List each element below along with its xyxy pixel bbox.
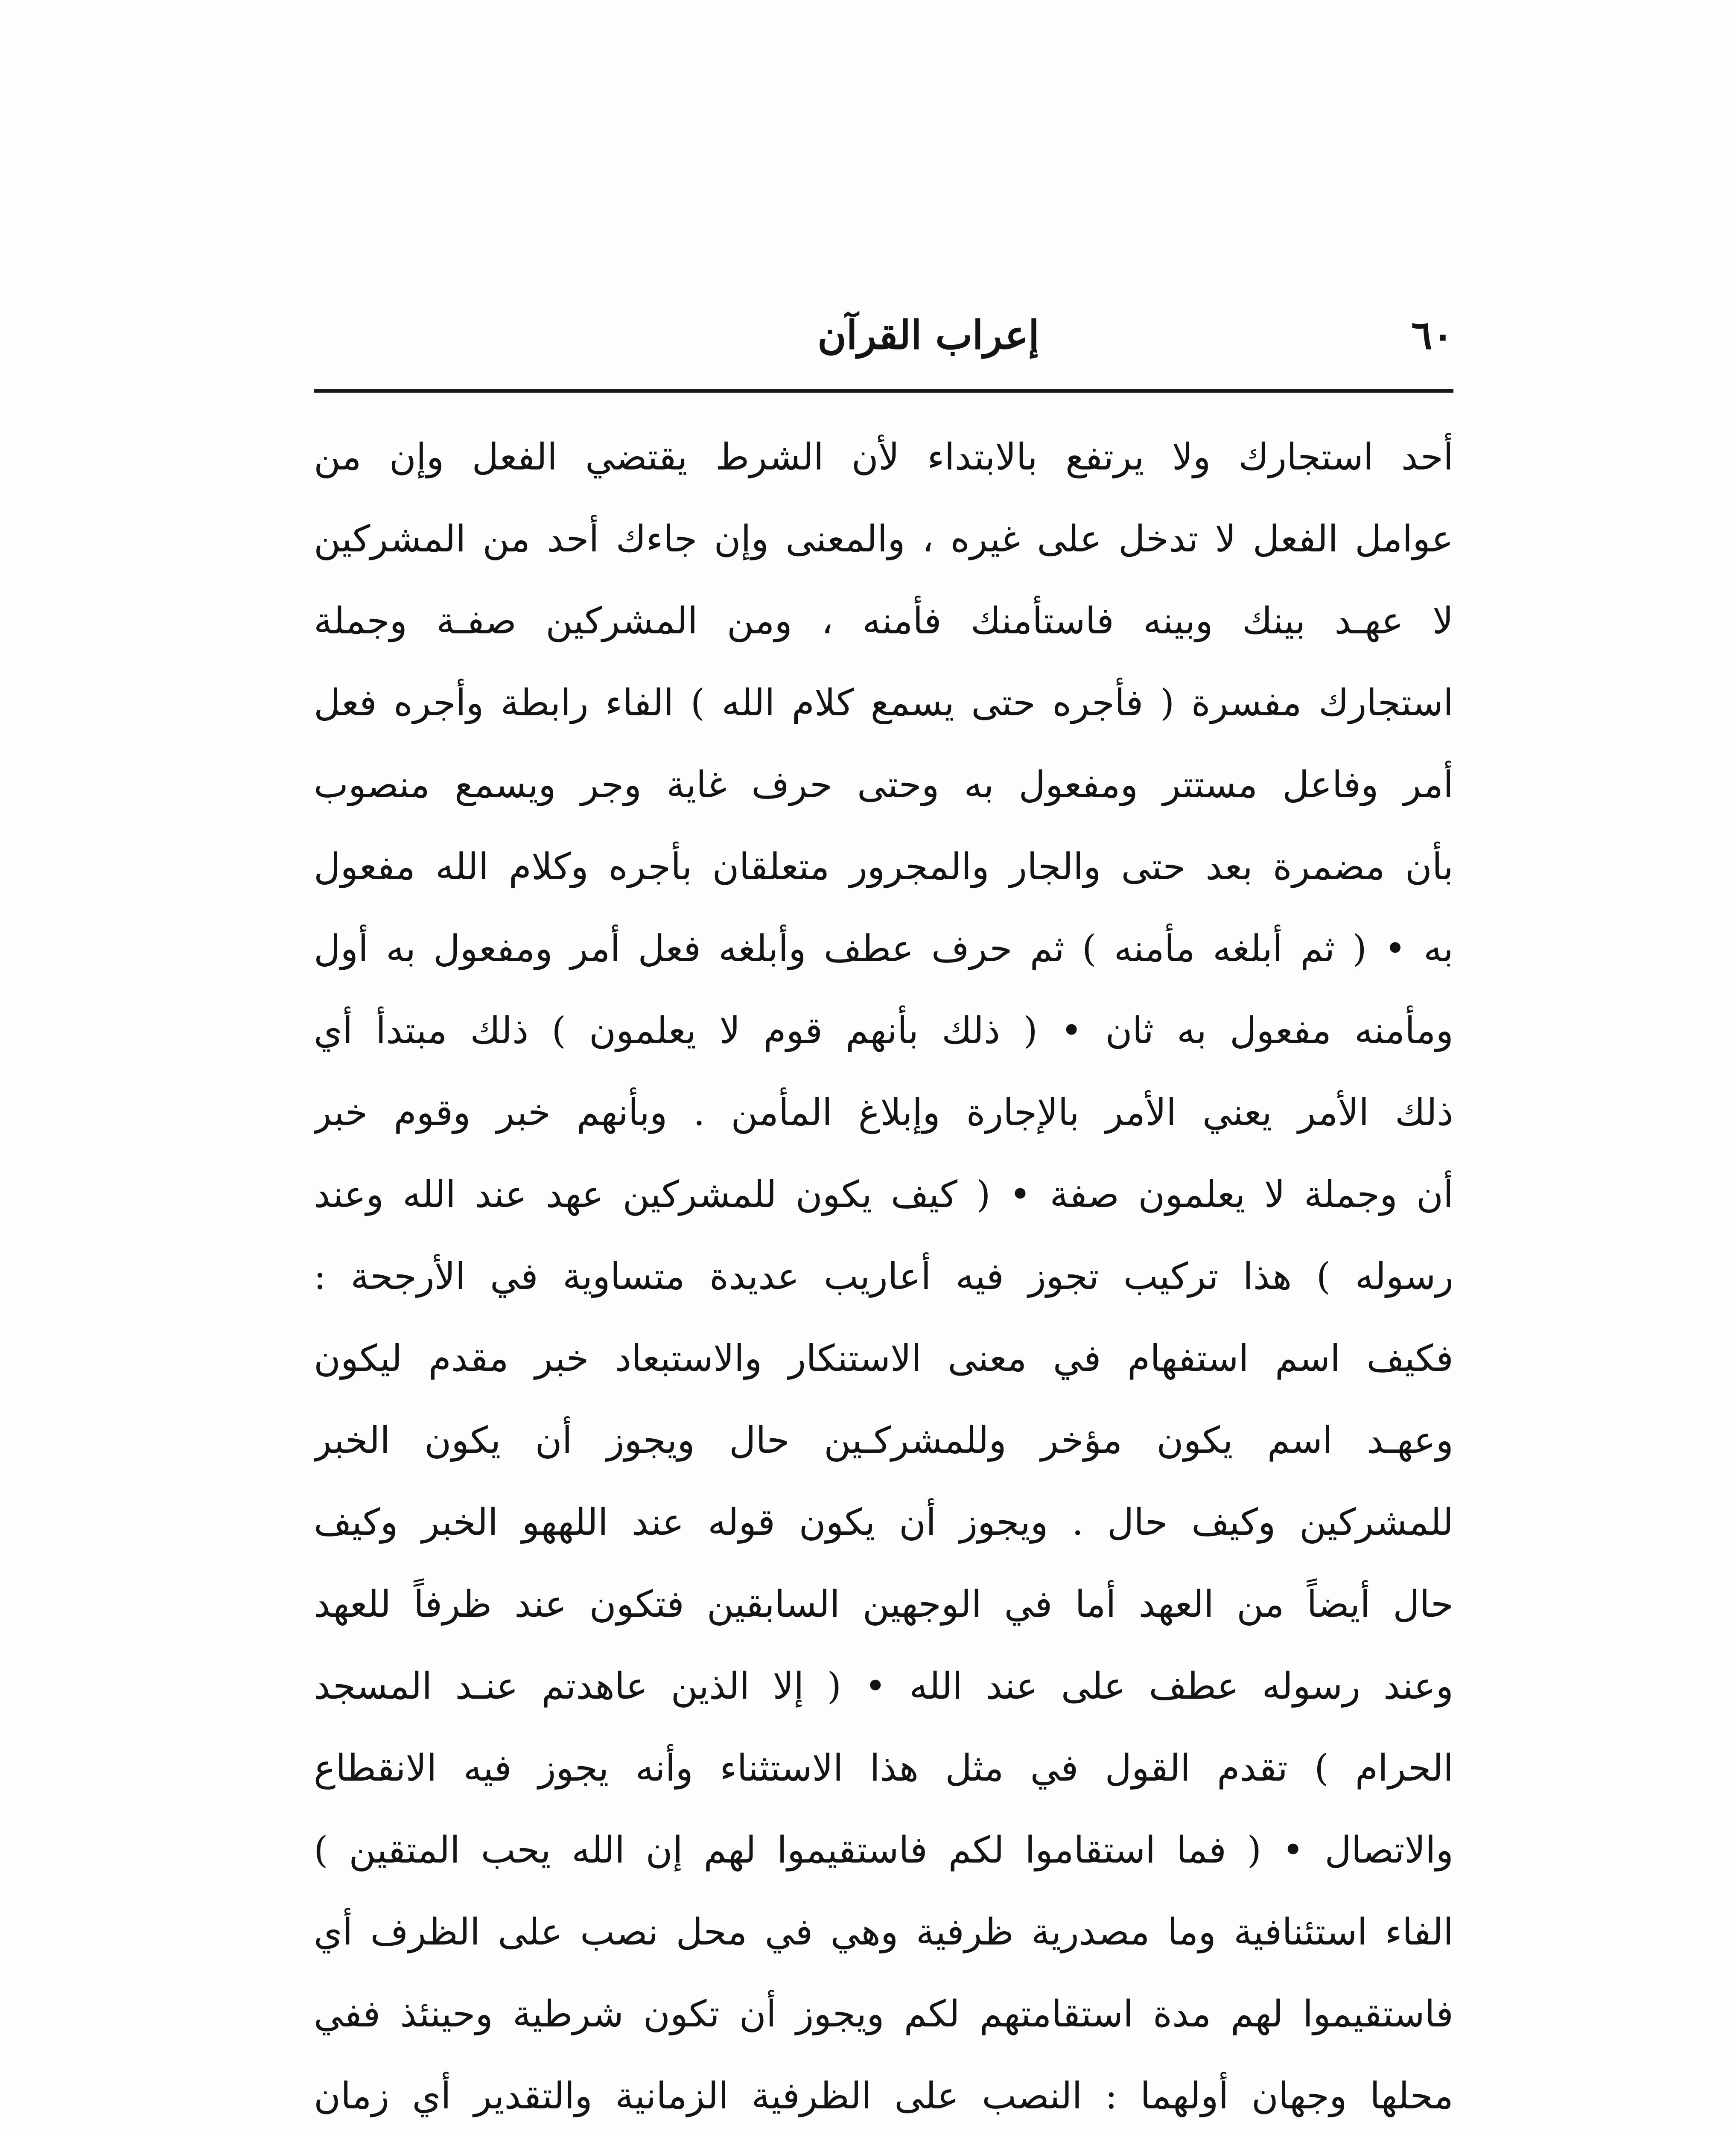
text-line: وعند رسوله عطف على عند الله • ( إلا الذين عاهدتم عنـد المسجد (314, 1665, 1453, 1708)
text-line: الحرام ) تقدم القول في مثل هذا الاستثناء وأنه يجوز فيه الانقطاع (314, 1747, 1453, 1790)
text-line: للمشركين وكيف حال . ويجوز أن يكون قوله عند اللههو الخبر وكيف (314, 1501, 1453, 1544)
header-rule (314, 389, 1453, 393)
book-title: إعراب القرآن (817, 312, 1039, 358)
text-line: ذلك الأمر يعني الأمر بالإجارة وإبلاغ المأمن . وبأنهم خبر وقوم خبر (314, 1091, 1453, 1134)
text-line: فاستقيموا لهم مدة استقامتهم لكم ويجوز أن تكون شرطية وحينئذ ففي (314, 1993, 1453, 2035)
text-line: استجارك مفسرة ( فأجره حتى يسمع كلام الله ) الفاء رابطة وأجره فعل (314, 682, 1453, 724)
text-line: أحد استجارك ولا يرتفع بالابتداء لأن الشرط يقتضي الفعل وإن من (314, 436, 1453, 478)
text-line: ومأمنه مفعول به ثان • ( ذلك بأنهم قوم لا يعلمون ) ذلك مبتدأ أي (314, 1009, 1453, 1052)
text-line: محلها وجهان أولهما : النصب على الظرفية الزمانية والتقدير أي زمان (314, 2075, 1453, 2117)
running-head (314, 305, 1453, 369)
text-line: به • ( ثم أبلغه مأمنه ) ثم حرف عطف وأبلغه فعل أمر ومفعول به أول (314, 927, 1453, 970)
text-line: لا عهـد بينك وبينه فاستأمنك فأمنه ، ومن المشركين صفـة وجملة (314, 600, 1453, 642)
text-line: والاتصال • ( فما استقاموا لكم فاستقيموا لهم إن الله يحب المتقين ) (314, 1829, 1453, 1872)
text-line: بأن مضمرة بعد حتى والجار والمجرور متعلقان بأجره وكلام الله مفعول (314, 845, 1453, 888)
text-line: الفاء استئنافية وما مصدرية ظرفية وهي في محل نصب على الظرف أي (314, 1911, 1453, 1953)
text-line: أن وجملة لا يعلمون صفة • ( كيف يكون للمشركين عهد عند الله وعند (314, 1173, 1453, 1216)
text-line: عوامل الفعل لا تدخل على غيره ، والمعنى وإن جاءك أحد من المشركين (314, 518, 1453, 560)
text-line: أمر وفاعل مستتر ومفعول به وحتى حرف غاية وجر ويسمع منصوب (314, 764, 1453, 806)
page-number: ٦٠ (1411, 312, 1453, 358)
text-line: رسوله ) هذا تركيب تجوز فيه أعاريب عديدة متساوية في الأرجحة : (314, 1255, 1453, 1298)
text-line: حال أيضاً من العهد أما في الوجهين السابقين فتكون عند ظرفاً للعهد (314, 1583, 1453, 1626)
text-line: فكيف اسم استفهام في معنى الاستنكار والاستبعاد خبر مقدم ليكون (314, 1337, 1453, 1380)
body-text (314, 416, 1453, 2134)
text-line: وعهـد اسم يكون مؤخر وللمشركـين حال ويجوز أن يكون الخبر (314, 1419, 1453, 1462)
